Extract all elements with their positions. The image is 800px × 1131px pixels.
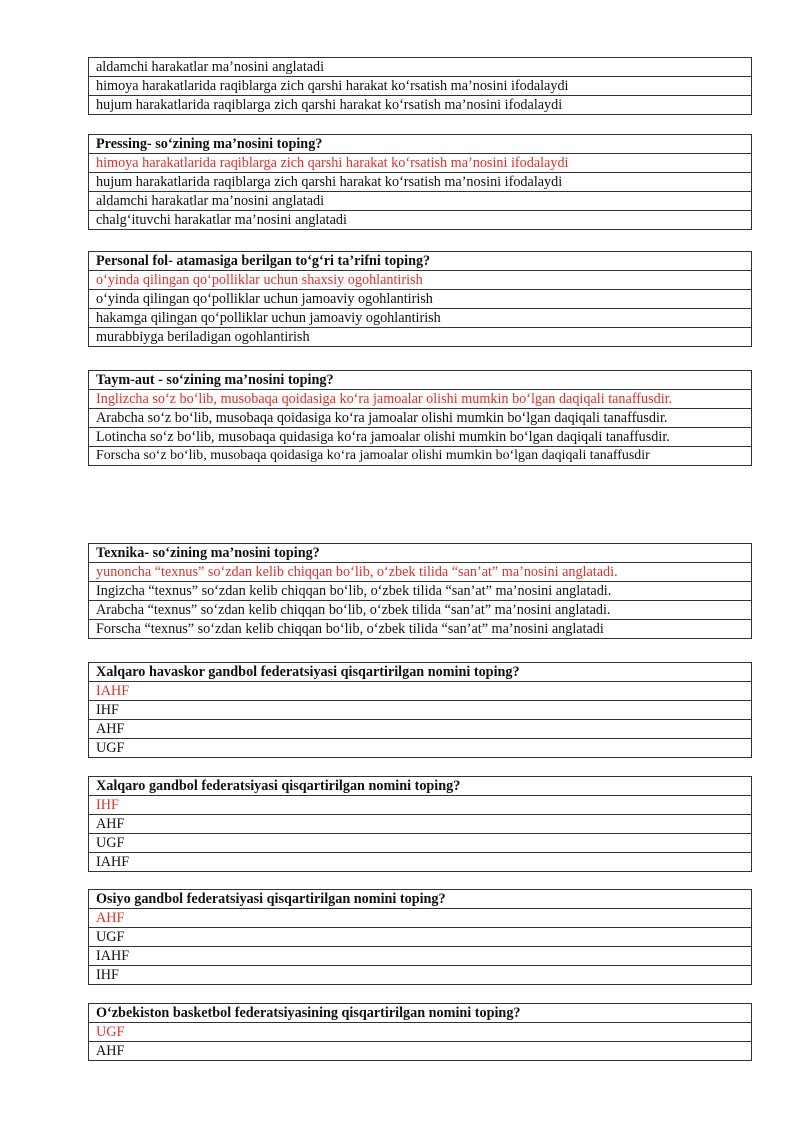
question-text: Xalqaro gandbol federatsiyasi qisqartirilgan nomini toping?: [96, 778, 461, 794]
quiz-block: [88, 543, 752, 639]
question-text: O‘zbekiston basketbol federatsiyasining qisqartirilgan nomini toping?: [96, 1005, 521, 1021]
answer-option: Arabcha “texnus” so‘zdan kelib chiqqan bo‘lib, o‘zbek tilida “san’at” ma’nosini anglatadi.: [89, 600, 751, 619]
answer-option: hakamga qilingan qo‘polliklar uchun jamoaviy ogohlantirish: [89, 308, 751, 327]
question-text: Texnika- so‘zining ma’nosini toping?: [96, 545, 320, 561]
answer-option: Forscha so‘z bo‘lib, musobaqa qoidasiga ko‘ra jamoalar olishi mumkin bo‘lgan daqiqali tanaffusdir: [89, 446, 751, 465]
answer-option: murabbiyga beriladigan ogohlantirish: [89, 327, 751, 346]
quiz-block: [88, 57, 752, 115]
correct-answer-option: himoya harakatlarida raqiblarga zich qarshi harakat ko‘rsatish ma’nosini ifodalaydi: [89, 153, 751, 172]
answer-option: chalg‘ituvchi harakatlar ma’nosini anglatadi: [89, 210, 751, 229]
quiz-block: [88, 776, 752, 872]
correct-answer-option: o‘yinda qilingan qo‘polliklar uchun shaxsiy ogohlantirish: [89, 270, 751, 289]
correct-answer-option: UGF: [89, 1022, 751, 1041]
correct-answer-option: IHF: [89, 795, 751, 814]
answer-option: IAHF: [89, 946, 751, 965]
answer-option: AHF: [89, 1041, 751, 1060]
quiz-block: [88, 134, 752, 230]
question-text: Osiyo gandbol federatsiyasi qisqartirilgan nomini toping?: [96, 891, 446, 907]
answer-option: IHF: [89, 700, 751, 719]
answer-option: hujum harakatlarida raqiblarga zich qarshi harakat ko‘rsatish ma’nosini ifodalaydi: [89, 172, 751, 191]
answer-option: AHF: [89, 719, 751, 738]
answer-option: AHF: [89, 814, 751, 833]
answer-option: Arabcha so‘z bo‘lib, musobaqa qoidasiga ko‘ra jamoalar olishi mumkin bo‘lgan daqiqali tanaffusdir.: [89, 408, 751, 427]
answer-option: Forscha “texnus” so‘zdan kelib chiqqan bo‘lib, o‘zbek tilida “san’at” ma’nosini anglatadi: [89, 619, 751, 638]
answer-option: himoya harakatlarida raqiblarga zich qarshi harakat ko‘rsatish ma’nosini ifodalaydi: [89, 76, 751, 95]
question-text: Personal fol- atamasiga berilgan to‘g‘ri ta’rifni toping?: [96, 253, 431, 269]
answer-option: Ingizcha “texnus” so‘zdan kelib chiqqan bo‘lib, o‘zbek tilida “san’at” ma’nosini anglatadi.: [89, 581, 751, 600]
question-text: Xalqaro havaskor gandbol federatsiyasi qisqartirilgan nomini toping?: [96, 664, 520, 680]
answer-option: IHF: [89, 965, 751, 984]
answer-option: aldamchi harakatlar ma’nosini anglatadi: [89, 191, 751, 210]
answer-option: aldamchi harakatlar ma’nosini anglatadi: [96, 59, 325, 75]
quiz-block: [88, 251, 752, 347]
quiz-block: [88, 1003, 752, 1061]
correct-answer-option: AHF: [89, 908, 751, 927]
quiz-block: [88, 370, 752, 466]
answer-option: UGF: [89, 927, 751, 946]
answer-option: hujum harakatlarida raqiblarga zich qarshi harakat ko‘rsatish ma’nosini ifodalaydi: [89, 95, 751, 114]
answer-option: UGF: [89, 833, 751, 852]
quiz-block: [88, 889, 752, 985]
question-text: Pressing- so‘zining ma’nosini toping?: [96, 136, 323, 152]
answer-option: Lotincha so‘z bo‘lib, musobaqa quidasiga ko‘ra jamoalar olishi mumkin bo‘lgan daqiqali tanaffusdir.: [89, 427, 751, 446]
answer-option: IAHF: [89, 852, 751, 871]
correct-answer-option: IAHF: [89, 681, 751, 700]
quiz-block: [88, 662, 752, 758]
answer-option: UGF: [89, 738, 751, 757]
question-text: Taym-aut - so‘zining ma’nosini toping?: [96, 372, 334, 388]
correct-answer-option: Inglizcha so‘z bo‘lib, musobaqa qoidasiga ko‘ra jamoalar olishi mumkin bo‘lgan daqiqali tanaffusdir.: [89, 389, 751, 408]
correct-answer-option: yunoncha “texnus” so‘zdan kelib chiqqan bo‘lib, o‘zbek tilida “san’at” ma’nosini anglatadi.: [89, 562, 751, 581]
answer-option: o‘yinda qilingan qo‘polliklar uchun jamoaviy ogohlantirish: [89, 289, 751, 308]
